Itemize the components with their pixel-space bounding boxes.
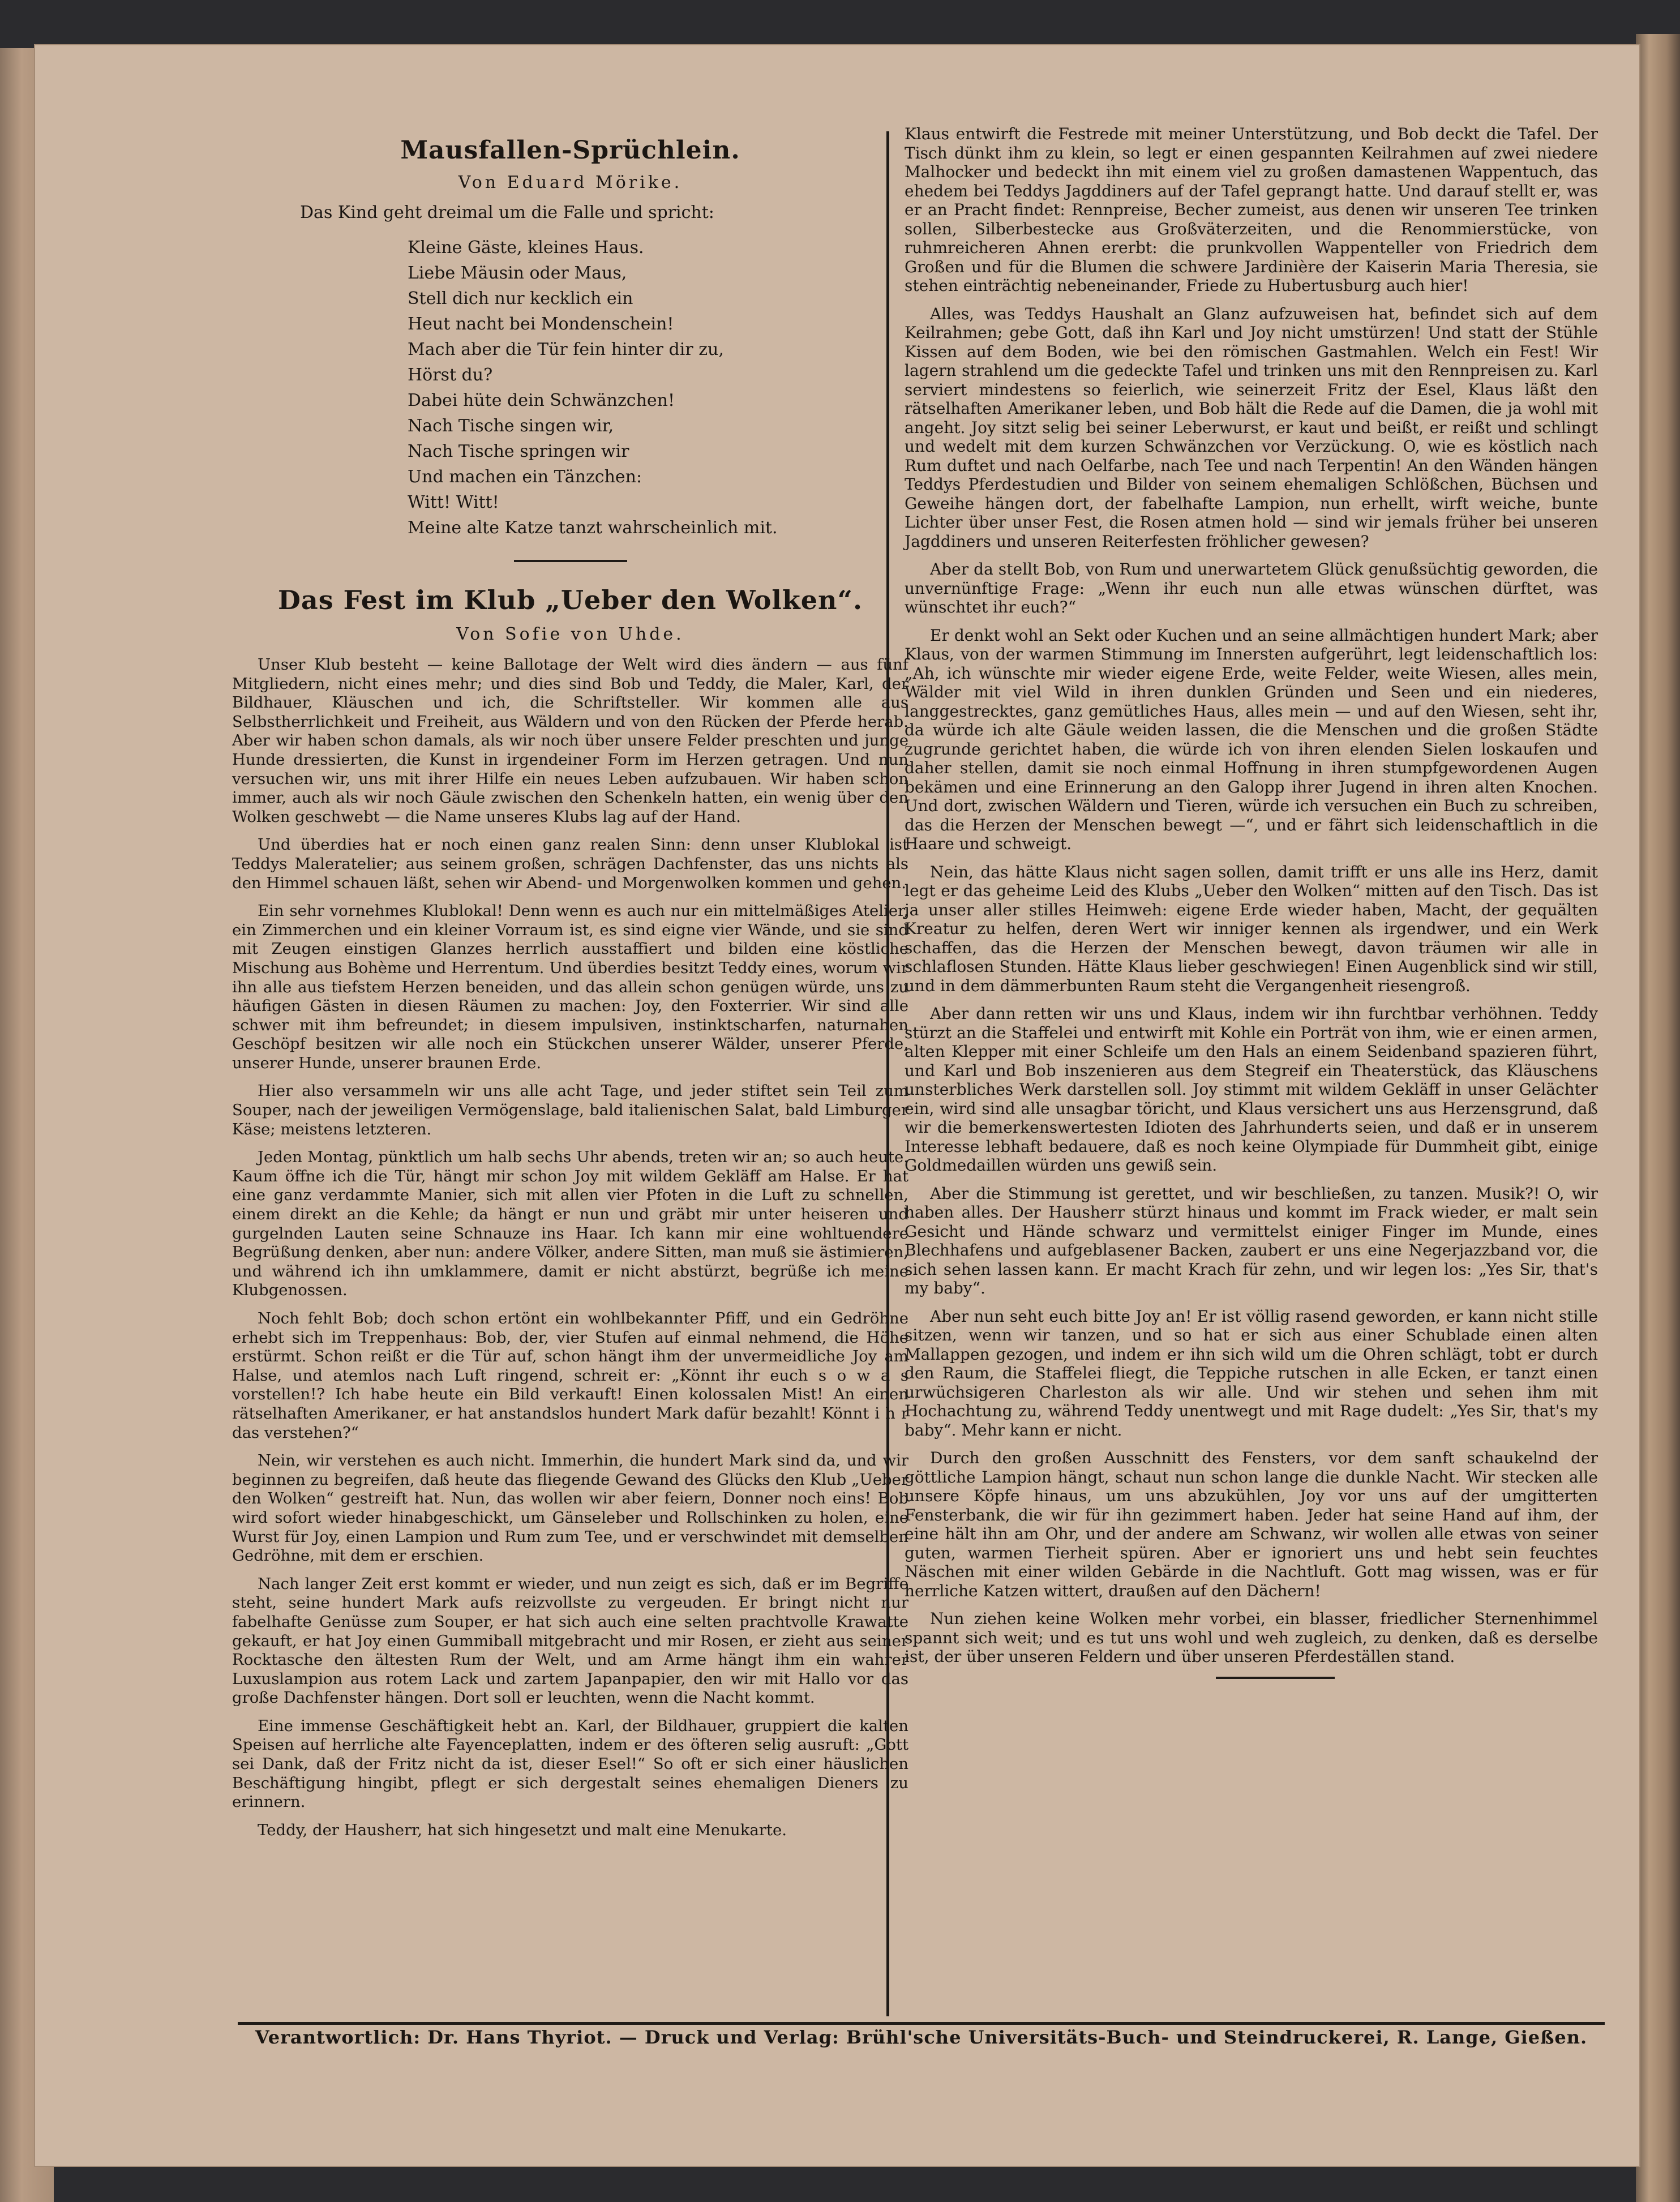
poem-line: Hörst du? (408, 365, 493, 385)
paragraph: Nein, wir verstehen es auch nicht. Immerhin, die hundert Mark sind da, und wir beginnen zu begreifen, daß heute das fliegende Gewand des Glücks den Klub „Ueber den Wolken“ gestreift hat. Nun, das wollen wir aber feiern, Donner noch eins! Bob wird sofort wieder hinabgeschickt, um Gänseleber und Rollschinken zu holen, eine Wurst für Joy, einen Lampion und Rum zum Tee, und er verschwindet mit demselben Gedröhne, mit dem er erschien. (232, 1451, 908, 1565)
section-separator (514, 560, 627, 562)
paragraph: Er denkt wohl an Sekt oder Kuchen und an seine allmächtigen hundert Mark; aber Klaus, von der warmen Stimmung im Innersten aufgerührt, legt leidenschaftlich los: „Ah, ich wünschte mir wieder eigene Erde, weite Felder, weite Wiesen, alles mein, Wälder mit viel Wild in ihren dunklen Gründen und Seen und ein niederes, langgestrecktes, ganz gemütliches Haus, alles mein — und auf den Wiesen, seht ihr, da würde ich alte Gäule weiden lassen, die die Menschen und die großen Städte zugrunde gerichtet haben, die würde ich von ihren elenden Sielen loskaufen und daher stellen, damit sie noch einmal Hoffnung in ihren stumpfgewordenen Augen bekämen und eine Erinnerung an den Galopp ihrer Jugend in ihren alten Knochen. Und dort, zwischen Wäldern und Tieren, würde ich versuchen ein Buch zu schreiben, das die Herzen der Menschen bewegt —“, und er fährt sich leidenschaftlich in die Haare und schweigt. (905, 626, 1598, 853)
paragraph: Und überdies hat er noch einen ganz realen Sinn: denn unser Klublokal ist Teddys Maleratelier; aus seinem großen, schrägen Dachfenster, das uns nichts als den Himmel schauen läßt, sehen wir Abend- und Morgenwolken kommen und gehen. (232, 836, 908, 892)
paragraph: Durch den großen Ausschnitt des Fensters, vor dem sanft schaukelnd der göttliche Lampion hängt, schaut nun schon lange die dunkle Nacht. Wir stecken alle unsere Köpfe hinaus, um uns abzukühlen, Joy vor uns auf der umgitterten Fensterbank, die wir für ihn gezimmert haben. Jeder hat seine Hand auf ihm, der eine hält ihn am Ohr, und der andere am Schwanz, wir wollen alle etwas von seiner guten, warmen Tierheit spüren. Aber er ignoriert uns und hebt sein feuchtes Näschen mit einer wilden Gebärde in die Nachtluft. Gott mag wissen, was er für herrliche Katzen wittert, draußen auf den Dächern! (905, 1449, 1598, 1600)
poem-line: Nach Tische springen wir (408, 442, 629, 461)
paragraph: Eine immense Geschäftigkeit hebt an. Karl, der Bildhauer, gruppiert die kalten Speisen auf herrliche alte Fayenceplatten, indem er des öfteren selig ausruft: „Gott sei Dank, daß der Fritz nicht da ist, dieser Esel!“ So oft er sich einer häuslichen Beschäftigung hingibt, pflegt er sich dergestalt seines ehemaligen Dieners zu erinnern. (232, 1716, 908, 1811)
poem-line: Witt! Witt! (408, 492, 499, 512)
poem-line: Heut nacht bei Mondenschein! (408, 314, 674, 334)
poem-line: Dabei hüte dein Schwänzchen! (408, 391, 675, 410)
poem-intro: Das Kind geht dreimal um die Falle und spricht: (300, 203, 714, 222)
paragraph: Alles, was Teddys Haushalt an Glanz aufzuweisen hat, befindet sich auf dem Keilrahmen; gebe Gott, daß ihn Karl und Joy nicht umstürzen! Und statt der Stühle Kissen auf dem Boden, wie bei den römischen Gastmahlen. Welch ein Fest! Wir lagern strahlend um die gedeckte Tafel und trinken uns mit den Rennpreisen zu. Karl serviert mindestens so feierlich, wie seinerzeit Fritz der Esel, Klaus läßt den rätselhaften Amerikaner leben, und Bob hält die Rede auf die Damen, die ja wohl mit angeht. Joy sitzt selig bei seiner Leberwurst, er kaut und beißt, er reißt und schlingt und wedelt mit dem kurzen Schwänzchen vor Verzückung. O, wie es köstlich nach Rum duftet und nach Oelfarbe, nach Tee und nach Terpentin! An den Wänden hängen Teddys Pferdestudien und Bilder von seinem ehemaligen Schlößchen, Büchsen und Geweihe hängen dort, der fabelhafte Lampion, nun erhellt, wirft weiche, bunte Lichter über unser Fest, die Rosen atmen hold — sind wir jemals früher bei unseren Jagddiners und unseren Reiterfesten fröhlicher gewesen? (905, 304, 1598, 551)
paragraph: Aber die Stimmung ist gerettet, und wir beschließen, zu tanzen. Musik?! O, wir haben alles. Der Hausherr stürzt hinaus und kommt im Frack wieder, er malt sein Gesicht und Hände schwarz und vermittelst einiger Finger im Munde, eines Blechhafens und aufgeblasener Backen, zaubert er uns eine Negerjazzband vor, die sich sehen lassen kann. Er macht Krach für zehn, und wir legen los: „Yes Sir, that's my baby“. (905, 1184, 1598, 1297)
paragraph: Noch fehlt Bob; doch schon ertönt ein wohlbekannter Pfiff, und ein Gedröhne erhebt sich im Treppenhaus: Bob, der, vier Stufen auf einmal nehmend, die Höhe erstürmt. Schon reißt er die Tür auf, schon hängt ihm der unvermeidliche Joy am Halse, und atemlos nach Luft ringend, schreit er: „Könnt ihr euch s o w a s vorstellen!? Ich habe heute ein Bild verkauft! Einen kolossalen Mist! An einen rätselhaften Amerikaner, er hat anstandslos hundert Mark dafür bezahlt! Könnt i h r das verstehen?“ (232, 1309, 908, 1442)
poem-line: Nach Tische singen wir, (408, 416, 614, 436)
paragraph: Nein, das hätte Klaus nicht sagen sollen, damit trifft er uns alle ins Herz, damit legt er das geheime Leid des Klubs „Ueber den Wolken“ mitten auf den Tisch. Das ist ja unser aller stilles Heimweh: eigene Erde wieder haben, Macht, der gequälten Kreatur zu helfen, deren Wert wir inniger kennen als irgendwer, und ein Werk schaffen, das die Herzen der Menschen bewegt, davon träumen wir alle in schlaflosen Stunden. Hätte Klaus lieber geschwiegen! Einen Augenblick sind wir still, und in dem dämmerbunten Raum steht die Vergangenheit riesengroß. (905, 862, 1598, 995)
poem-line: Kleine Gäste, kleines Haus. (408, 238, 644, 258)
end-separator (1216, 1677, 1335, 1679)
paragraph: Hier also versammeln wir uns alle acht Tage, und jeder stiftet sein Teil zum Souper, nach der jeweiligen Vermögenslage, bald italienischen Salat, bald Limburger Käse; meistens letzteren. (232, 1082, 908, 1138)
footer-rule (238, 2022, 1605, 2025)
left-column (232, 136, 908, 1849)
paragraph: Klaus entwirft die Festrede mit meiner Unterstützung, und Bob deckt die Tafel. Der Tisch dünkt ihm zu klein, so legt er einen gespannten Keilrahmen auf zwei niedere Malhocker und bedeckt ihn mit einem viel zu großen damastenen Wappentuch, das ehedem bei Teddys Jagddiners auf der Tafel geprangt hatte. Und darauf stellt er, was er an Pracht findet: Rennpreise, Becher zumeist, aus denen wir unseren Tee trinken sollen, Silberbestecke aus Großväterzeiten, und die Renommierstücke, von ruhmreicheren Ahnen ererbt: die prunkvollen Wappenteller von Friedrich dem Großen und für die Blumen die schwere Jardinière der Kaiserin Maria Theresia, sie stehen einträchtig nebeneinander, Friede zu Hubertusburg auch hier! (905, 125, 1598, 295)
paragraph: Teddy, der Hausherr, hat sich hingesetzt und malt eine Menukarte. (258, 1820, 787, 1839)
imprint-footer: Verantwortlich: Dr. Hans Thyriot. — Druck und Verlag: Brühl'sche Universitäts-Buch- und Steindruckerei, R. Lange, Gießen. (255, 2027, 1588, 2048)
paragraph: Nun ziehen keine Wolken mehr vorbei, ein blasser, friedlicher Sternenhimmel spannt sich weit; und es tut uns wohl und weh zugleich, zu denken, daß es derselbe ist, der über unseren Feldern und über unseren Pferdeställen stand. (905, 1609, 1598, 1666)
poem-line: Liebe Mäusin oder Maus, (408, 263, 627, 283)
poem-line: Und machen ein Tänzchen: (408, 467, 642, 487)
poem-author: Von Eduard Mörike. (458, 173, 683, 192)
page-edge-right (1636, 34, 1680, 2202)
paragraph: Jeden Montag, pünktlich um halb sechs Uhr abends, treten wir an; so auch heute. Kaum öffne ich die Tür, hängt mir schon Joy mit wildem Gekläff am Halse. Er hat eine ganz verdammte Manier, sich mit allen vier Pfoten in die Luft zu schnellen, einem direkt an die Kehle; da hängt er nun und gräbt mir unter heiseren und gurgelnden Lauten seine Schnauze ins Haar. Ich kann mir eine wohltuendere Begrüßung denken, aber nun: andere Völker, andere Sitten, man muß sie ästimieren, und während ich ihn umklammere, damit er nicht abstürzt, begrüße ich meine Klubgenossen. (232, 1148, 908, 1300)
paragraph: Aber nun seht euch bitte Joy an! Er ist völlig rasend geworden, er kann nicht stille sitzen, wenn wir tanzen, und so hat er sich aus einer Schublade einen alten Mallappen gezogen, und indem er ihn sich wild um die Ohren schlägt, tobt er durch den Raum, die Staffelei fliegt, die Teppiche rutschen in alle Ecken, er tanzt einen urwüchsigeren Charleston als wir alle. Und wir stehen und sehen ihm mit Hochachtung zu, während Teddy unentwegt und mit Rage dudelt: „Yes Sir, that's my baby“. Mehr kann er nicht. (905, 1306, 1598, 1440)
story-title: Das Fest im Klub „Ueber den Wolken“. (278, 585, 863, 615)
story-text-right (905, 125, 1598, 1667)
poem-line: Stell dich nur kecklich ein (408, 289, 633, 309)
paragraph: Nach langer Zeit erst kommt er wieder, und nun zeigt es sich, daß er im Begriffe steht, seine hundert Mark aufs reizvollste zu vergeuden. Er bringt nicht nur fabelhafte Genüsse zum Souper, er hat sich auch eine selten prachtvolle Krawatte gekauft, er hat Joy einen Gummiball mitgebracht und mir Rosen, er zieht aus seiner Rocktasche den ältesten Rum der Welt, und am Arme hängt ihm ein wahrer Luxuslampion aus rotem Lack und zartem Japanpapier, den wir mit Hallo vor das große Dachfenster hängen. Dort soll er leuchten, wenn die Nacht kommt. (232, 1574, 908, 1707)
story-text-left (232, 656, 908, 1840)
paragraph: Aber dann retten wir uns und Klaus, indem wir ihn furchtbar verhöhnen. Teddy stürzt an die Staffelei und entwirft mit Kohle ein Porträt von ihm, wie er einen armen, alten Klepper mit einer Schleife um den Hals an einem Seidenband spazieren führt, und Karl und Bob inszenieren aus dem Stegreif ein Theaterstück, das Kläuschens unsterbliches Werk darstellen soll. Joy stimmt mit wildem Gekläff in unser Gelächter ein, wird sind alle unsagbar töricht, und Klaus versichert uns aus Herzensgrund, daß wir die bemerkenswertesten Idioten des Jahrhunderts seien, und daß er in unserem Interesse lebhaft bedauere, daß es noch keine Olympiade für Dummheit gibt, einige Goldmedaillen würden uns gewiß sein. (905, 1004, 1598, 1175)
paragraph: Aber da stellt Bob, von Rum und unerwartetem Glück genußsüchtig geworden, die unvernünftige Frage: „Wenn ihr euch nun alle etwas wünschen dürftet, was wünschtet ihr euch?“ (905, 560, 1598, 616)
paragraph: Ein sehr vornehmes Klublokal! Denn wenn es auch nur ein mittelmäßiges Atelier, ein Zimmerchen und ein kleiner Vorraum ist, es sind eigne vier Wände, und sie sind mit Zeugen einstigen Glanzes herrlich ausstaffiert und bilden eine köstliche Mischung aus Bohème und Herrentum. Und überdies besitzt Teddy eines, worum wir ihn alle aus tiefstem Herzen beneiden, und das allein schon genügen würde, uns zu häufigen Gästen in diesen Räumen zu machen: Joy, den Foxterrier. Wir sind alle schwer mit ihm befreundet; in diesem impulsiven, instinktscharfen, naturnahen Geschöpf besitzen wir alle noch ein Stückchen unserer Wälder, unserer Pferde, unserer Hunde, unserer braunen Erde. (232, 902, 908, 1072)
poem-line: Meine alte Katze tanzt wahrscheinlich mit. (408, 518, 778, 538)
poem-line: Mach aber die Tür fein hinter dir zu, (408, 340, 724, 359)
right-column (905, 125, 1598, 1679)
paragraph: Unser Klub besteht — keine Ballotage der Welt wird dies ändern — aus fünf Mitgliedern, nicht eines mehr; und dies sind Bob und Teddy, die Maler, Karl, der Bildhauer, Kläuschen und ich, die Schriftsteller. Wir kommen alle aus Selbstherrlichkeit und Freiheit, aus Wäldern und von den Rücken der Pferde herab. Aber wir haben schon damals, als wir noch über unsere Felder preschten und junge Hunde dressierten, die Kunst in irgendeiner Form im Herzen getragen. Und nun versuchen wir, uns mit ihrer Hilfe ein neues Leben aufzubauen. Wir haben schon immer, auch als wir noch Gäule zwischen den Schenkeln hatten, ein wenig über den Wolken geschwebt — die Name unseres Klubs lag auf der Hand. (232, 656, 908, 826)
story-author: Von Sofie von Uhde. (456, 624, 684, 644)
poem-lines (408, 235, 908, 541)
poem-title: Mausfallen-Sprüchlein. (400, 136, 740, 165)
